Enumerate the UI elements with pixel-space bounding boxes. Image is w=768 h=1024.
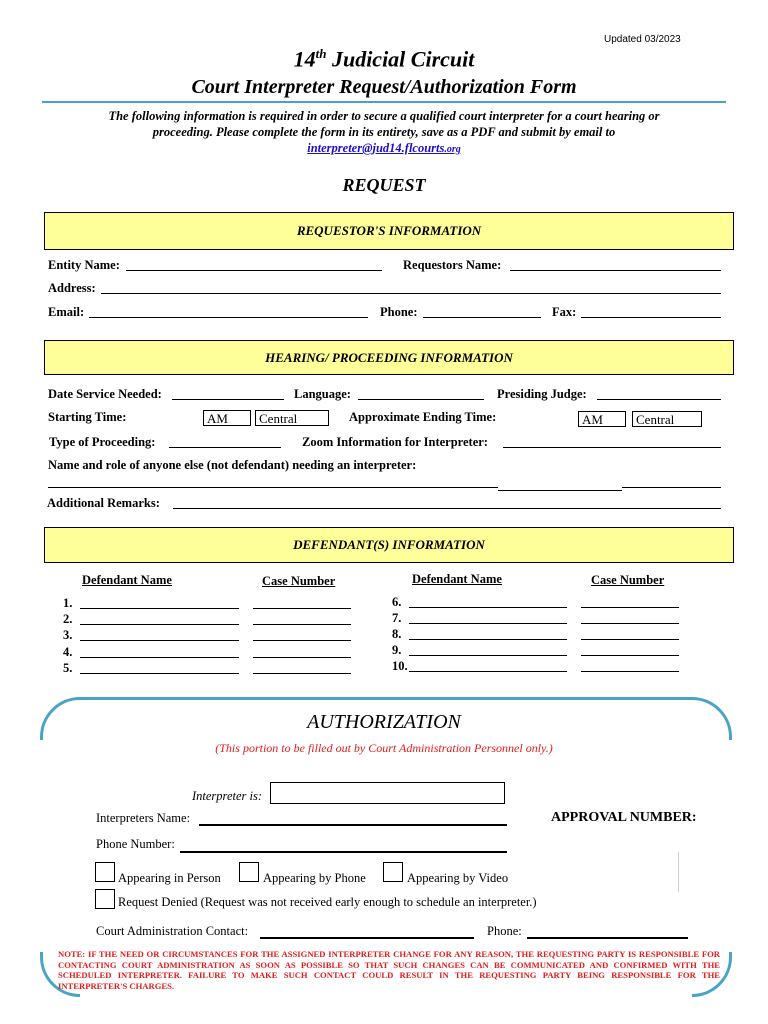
defendant-name-header-right: Defendant Name — [412, 572, 502, 586]
field-divider — [678, 852, 679, 892]
circuit-ordinal: th — [315, 46, 327, 61]
requestor-info-band — [44, 212, 734, 250]
court-admin-phone-field[interactable] — [527, 937, 688, 939]
request-denied-checkbox[interactable] — [95, 889, 115, 909]
entity-name-label: Entity Name: — [48, 258, 120, 272]
updated-date: Updated 03/2023 — [604, 34, 681, 45]
case-number-header-left: Case Number — [262, 574, 336, 588]
defendant-name-field[interactable] — [409, 639, 567, 640]
language-label: Language: — [294, 387, 351, 401]
defendant-name-field[interactable] — [80, 608, 239, 609]
starting-time-label: Starting Time: — [48, 410, 127, 424]
defendant-name-field[interactable] — [409, 623, 567, 624]
appearing-person-label: Appearing in Person — [118, 871, 221, 885]
circuit-title — [0, 46, 768, 72]
language-field[interactable] — [358, 399, 484, 400]
email-label: Email: — [48, 305, 85, 319]
additional-remarks-field[interactable] — [173, 508, 721, 509]
appearing-phone-checkbox[interactable] — [239, 862, 259, 882]
date-service-label: Date Service Needed: — [48, 387, 162, 401]
defendant-name-field[interactable] — [409, 655, 567, 656]
frame-mask-bottom — [80, 992, 692, 1000]
email-field[interactable] — [89, 317, 368, 318]
intro-email-line — [0, 140, 768, 158]
approx-ending-label: Approximate Ending Time: — [349, 410, 497, 424]
court-admin-phone-label: Phone: — [487, 924, 522, 938]
form-title: Court Interpreter Request/Authorization Form — [191, 76, 577, 98]
appearing-phone-label: Appearing by Phone — [263, 871, 366, 885]
approval-number-label: APPROVAL NUMBER: — [551, 810, 697, 825]
defendant-number: 6. — [392, 595, 402, 609]
case-number-field[interactable] — [253, 640, 351, 641]
responsibility-note: NOTE: IF THE NEED OR CIRCUMSTANCES FOR THE ASSIGNED INTERPRETER CHANGE FOR ANY REASON, THE REQUESTING PARTY IS RESPONSIBLE FOR CONTACTING COURT ADMINISTRATION AS SOON AS POSSIBLE SO THAT SUCH CHANGES CAN BE COMMUNICATED AND CONFIRMED WITH THE SCHEDULED INTERPRETER. FAILURE TO MAKE SUCH CONTACT COULD RESULT IN THE REQUESTING PARTY BEING RESPONSIBLE FOR THE INTERPRETER'S CHARGES. — [58, 949, 720, 991]
start-timezone-select[interactable]: Central — [255, 410, 329, 426]
email-tld: .org — [444, 144, 461, 155]
presiding-judge-field[interactable] — [597, 399, 721, 400]
presiding-judge-label: Presiding Judge: — [497, 387, 587, 401]
request-heading: REQUEST — [342, 175, 426, 195]
phone-field[interactable] — [423, 317, 541, 318]
defendant-name-field[interactable] — [409, 607, 567, 608]
case-number-field[interactable] — [253, 657, 351, 658]
email-link[interactable] — [307, 141, 461, 155]
interpreters-name-label: Interpreters Name: — [96, 811, 191, 825]
defendant-number: 1. — [63, 596, 73, 610]
court-admin-contact-label: Court Administration Contact: — [96, 924, 249, 938]
frame-mask-right — [725, 740, 735, 952]
phone-number-field[interactable] — [180, 851, 507, 853]
defendant-name-field[interactable] — [80, 624, 239, 625]
type-proceeding-field[interactable] — [169, 447, 281, 448]
end-ampm-select[interactable]: AM — [578, 411, 626, 427]
name-role-field-3[interactable] — [622, 487, 721, 488]
requestors-name-label: Requestors Name: — [403, 258, 502, 272]
defendants-info-title: DEFENDANT(S) INFORMATION — [293, 537, 485, 552]
authorization-heading: AUTHORIZATION — [307, 711, 461, 733]
defendant-name-field[interactable] — [80, 657, 239, 658]
name-role-field-2[interactable] — [498, 490, 622, 491]
court-admin-contact-field[interactable] — [260, 937, 474, 939]
interpreter-is-select[interactable] — [270, 782, 505, 804]
circuit-number: 14 — [293, 46, 316, 72]
request-denied-label: Request Denied (Request was not received early enough to schedule an interpreter.) — [118, 895, 537, 909]
phone-number-label: Phone Number: — [96, 837, 175, 851]
intro-line-1: The following information is required in order to secure a qualified court interpreter for a court hearing or — [108, 109, 660, 123]
phone-label: Phone: — [380, 305, 418, 319]
title-divider — [42, 101, 726, 103]
defendant-number: 4. — [63, 645, 73, 659]
name-role-label: Name and role of anyone else (not defendant) needing an interpreter: — [48, 458, 417, 472]
additional-remarks-label: Additional Remarks: — [47, 496, 160, 510]
defendant-name-field[interactable] — [80, 640, 239, 641]
defendants-info-band — [44, 527, 734, 563]
defendant-number: 3. — [63, 628, 73, 642]
address-field[interactable] — [101, 293, 721, 294]
defendant-number: 8. — [392, 627, 402, 641]
circuit-label: Judicial Circuit — [326, 46, 475, 72]
address-label: Address: — [48, 281, 96, 295]
defendant-number: 5. — [63, 661, 73, 675]
appearing-video-checkbox[interactable] — [383, 862, 403, 882]
case-number-header-right: Case Number — [591, 573, 665, 587]
case-number-field[interactable] — [581, 639, 679, 640]
case-number-field[interactable] — [581, 655, 679, 656]
case-number-field[interactable] — [253, 673, 351, 674]
defendant-number: 2. — [63, 612, 73, 626]
defendant-name-field[interactable] — [409, 671, 567, 672]
defendant-number: 7. — [392, 611, 402, 625]
fax-field[interactable] — [581, 317, 721, 318]
start-ampm-select[interactable]: AM — [203, 410, 251, 426]
case-number-field[interactable] — [581, 671, 679, 672]
appearing-person-checkbox[interactable] — [95, 862, 115, 882]
requestor-info-title: REQUESTOR'S INFORMATION — [296, 223, 482, 238]
name-role-field-1[interactable] — [48, 487, 498, 488]
frame-mask-left — [37, 740, 47, 952]
appearing-video-label: Appearing by Video — [407, 871, 509, 885]
zoom-info-field[interactable] — [503, 447, 721, 448]
interpreters-name-field[interactable] — [199, 824, 507, 826]
zoom-info-label: Zoom Information for Interpreter: — [302, 435, 488, 449]
hearing-info-title: HEARING/ PROCEEDING INFORMATION — [265, 349, 513, 365]
email-address: interpreter@jud14.flcourts — [307, 141, 445, 155]
entity-name-field[interactable] — [126, 270, 382, 271]
intro-line-2: proceeding. Please complete the form in its entirety, save as a PDF and submit by email to — [152, 125, 616, 139]
defendant-name-header-left: Defendant Name — [82, 573, 172, 587]
interpreter-is-label: Interpreter is: — [192, 789, 263, 803]
date-service-field[interactable] — [172, 399, 284, 400]
case-number-field[interactable] — [581, 623, 679, 624]
case-number-field[interactable] — [253, 608, 351, 609]
defendant-number: 9. — [392, 643, 402, 657]
case-number-field[interactable] — [253, 624, 351, 625]
type-proceeding-label: Type of Proceeding: — [49, 435, 156, 449]
defendant-number: 10. — [392, 659, 408, 673]
fax-label: Fax: — [552, 305, 577, 319]
case-number-field[interactable] — [581, 607, 679, 608]
defendant-name-field[interactable] — [80, 673, 239, 674]
requestors-name-field[interactable] — [510, 270, 721, 271]
end-timezone-select[interactable]: Central — [632, 411, 702, 427]
authorization-subheading: (This portion to be filled out by Court Administration Personnel only.) — [215, 741, 553, 755]
hearing-info-band — [44, 340, 734, 375]
